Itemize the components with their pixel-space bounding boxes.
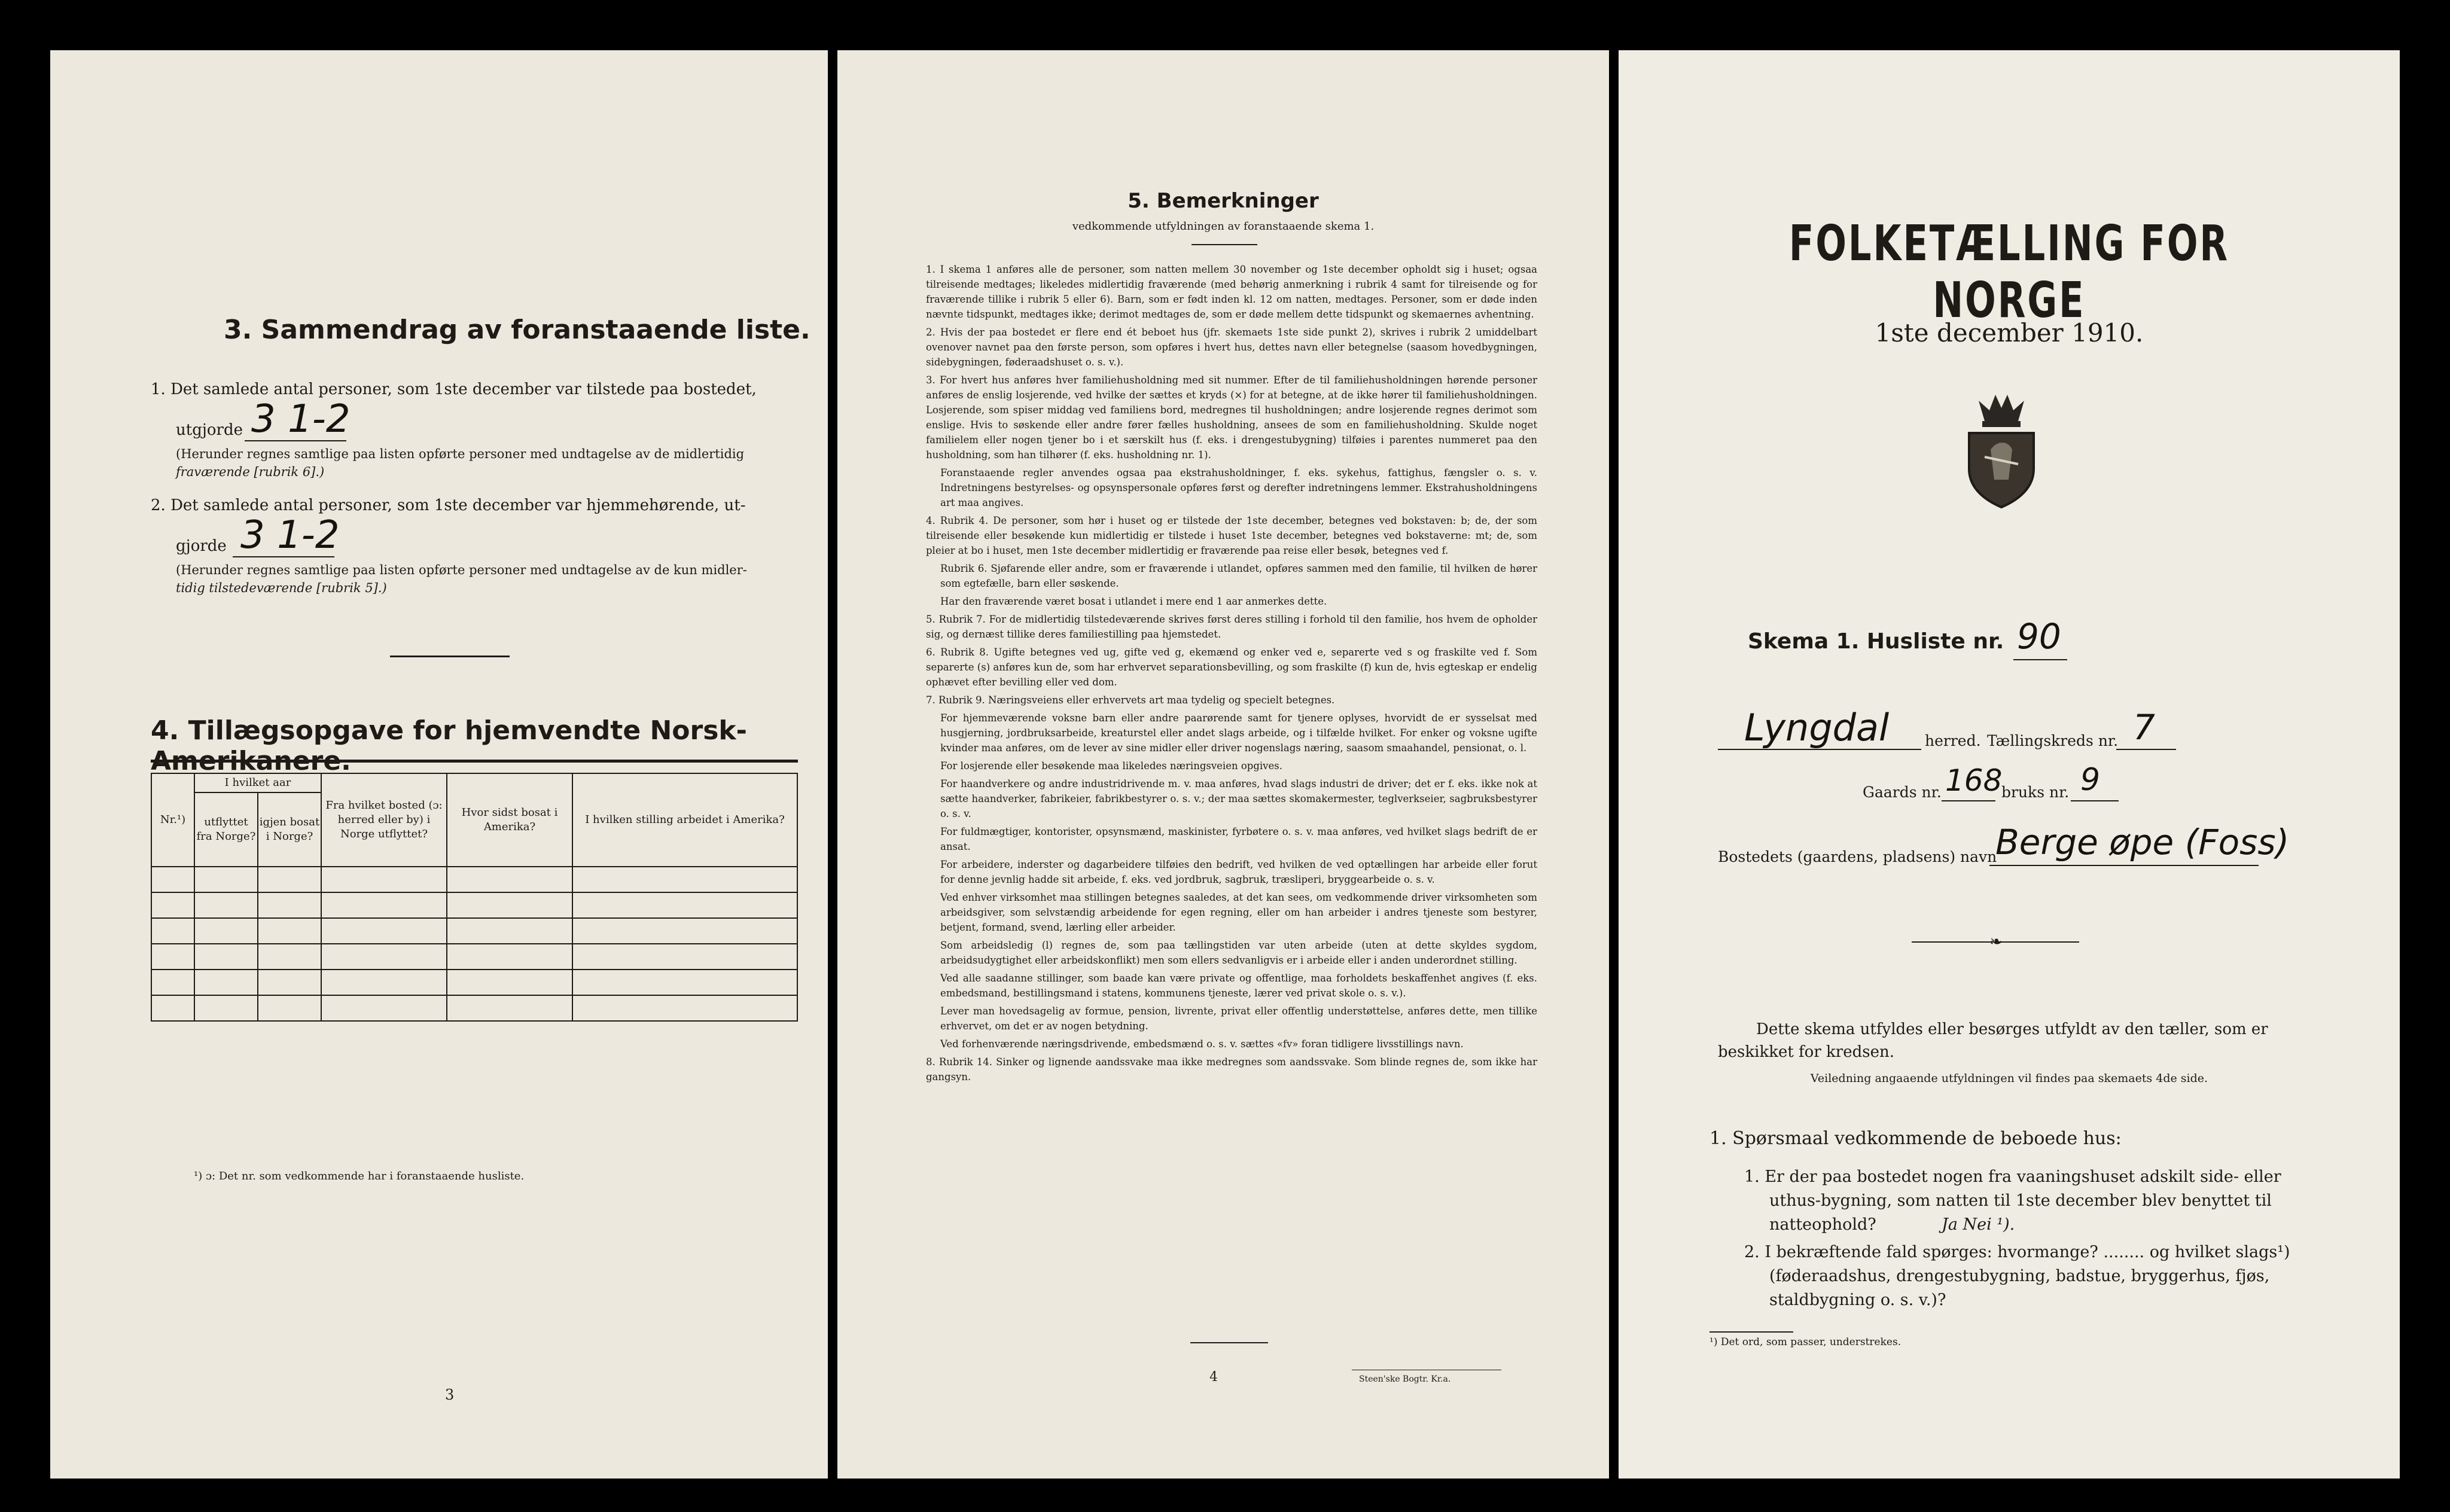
questions-heading: 1. Spørsmaal vedkommende de beboede hus: <box>1709 1128 2122 1149</box>
ornament-icon: ❧ <box>1989 933 2003 951</box>
col-emigrated: utflyttet fra Norge? <box>194 792 258 867</box>
remark-paragraph: For arbeidere, inderster og dagarbeidere tilføies den bedrift, ved hvilken de ved optællingen har arbeide eller forut for denne jevnlig hadde sit arbeide, f. eks. ved jordbruk, sagbruk, træsliperi, bryggearbeide o. s. v. <box>940 859 1537 885</box>
item1-note-line1: (Herunder regnes samtlige paa listen opførte personer med undtagelse av de midlertidig <box>176 447 745 461</box>
page-number: 4 <box>1209 1370 1218 1385</box>
kreds-label: Tællingskreds nr. <box>1987 732 2119 749</box>
table-row <box>151 970 797 995</box>
intro-text: Dette skema utfyldes eller besørges utfyldt av den tæller, som er beskikket for kredsen. <box>1718 1020 2268 1061</box>
remark-paragraph: Ved enhver virksomhet maa stillingen betegnes saaledes, at det kan sees, om vedkommende driver virksomheten som arbeidsgiver, som selvstændig arbeidende for egen regning, eller om han arbeider i andres tjeneste som bestyrer, betjent, formand, svend, lærling eller arbeider. <box>940 892 1537 933</box>
husliste-line <box>2013 659 2067 660</box>
remark-paragraph: 5. Rubrik 7. For de midlertidig tilstedeværende skrives først deres stilling i forhold til den familie, hos hvem de opholder sig, og dernæst tillike deres familiestilling paa hjemstedet. <box>926 614 1537 640</box>
col-last-lived: Hvor sidst bosat i Amerika? <box>447 773 572 867</box>
remarks-title: 5. Bemerkninger <box>1128 189 1319 213</box>
item1-text: 1. Det samlede antal personer, som 1ste december var tilstede paa bostedet, <box>151 380 757 398</box>
item1-prefix: utgjorde <box>176 421 243 439</box>
kreds-value: 7 <box>2133 707 2155 748</box>
item2-prefix: gjorde <box>176 537 227 555</box>
remark-paragraph: For losjerende eller besøkende maa likeledes næringsveien opgives. <box>940 760 1282 772</box>
remark-paragraph: 6. Rubrik 8. Ugifte betegnes ved ug, gifte ved g, ekemænd og enker ved e, separerte ved s og fraskilte ved f. Som separerte (s) anføres kun de, som har erhvervet separationsbevilling, og som fraskilte (f) kun de, hvis egteskap er endelig ophævet efter bevilling eller ved dom. <box>926 647 1537 688</box>
middle-page <box>837 50 1609 1479</box>
coat-of-arms-icon <box>1961 390 2042 510</box>
form-title: FOLKETÆLLING FOR NORGE <box>1788 215 2230 329</box>
footnote-rule <box>1709 1331 1793 1333</box>
section4-title: 4. Tillægsopgave for hjemvendte Norsk-Amerikanere. <box>151 715 747 776</box>
remark-paragraph: Rubrik 6. Sjøfarende eller andre, som er fraværende i utlandet, opføres sammen med den familie, til hvilken de hører som egtefælle, barn eller søskende. <box>940 563 1537 589</box>
question-1: 1. Er der paa bostedet nogen fra vaaningshuset adskilt side- eller uthus-bygning, som natten til 1ste december blev benyttet til natteophold? <box>1744 1167 2281 1234</box>
norsk-amerikanere-table <box>151 773 798 1022</box>
col-nr: Nr.¹) <box>151 773 194 867</box>
table-row <box>151 867 797 892</box>
table-row <box>151 995 797 1021</box>
remark-paragraph: Som arbeidsledig (l) regnes de, som paa tællingstiden var uten arbeide (uten at dette skyldes sygdom, arbeidsudygtighet eller arbeidskonflikt) men som ellers sedvanligvis er i arbeide eller i anden underordnet stilling. <box>940 940 1537 966</box>
remark-paragraph: 4. Rubrik 4. De personer, som hør i huset og er tilstede der 1ste december, betegnes ved bokstaven: b; de, der som tilreisende eller besøkende kun midlertidig er tilstede i huset 1ste december, betegnes ved bokstaverne: mt; de, som pleier at bo i huset, men 1ste december midlertidig er fraværende paa reise eller besøk, betegnes ved f. <box>926 515 1537 556</box>
gaards-line <box>1942 800 1995 801</box>
item2-text: 2. Det samlede antal personer, som 1ste december var hjemmehørende, ut- <box>151 496 746 514</box>
bosted-line <box>1989 865 2259 866</box>
remark-paragraph: Ved alle saadanne stillinger, som baade kan være private og offentlige, maa forholdets beskaffenhet angives (f. eks. embedsmand, bestillingsmand i statens, kommunens tjeneste, lærer ved privat skole o. s. v.). <box>940 973 1537 999</box>
form-date: 1ste december 1910. <box>1875 318 2144 347</box>
item2-note-line1: (Herunder regnes samtlige paa listen opførte personer med undtagelse av de kun midler- <box>176 563 747 577</box>
kreds-line <box>2116 749 2176 750</box>
husliste-number: 90 <box>2017 616 2061 657</box>
question-1-answer: Ja Nei ¹). <box>1942 1215 2015 1234</box>
cover-footnote: ¹) Det ord, som passer, understrekes. <box>1709 1336 1902 1348</box>
item1-handwritten-value: 3 1-2 <box>251 397 351 441</box>
remark-paragraph: Lever man hovedsagelig av formue, pension, livrente, privat eller offentlig understøttelse, anføres dette, men tillike erhvervet, om det er av nogen betydning. <box>940 1005 1537 1032</box>
bruks-value: 9 <box>2080 762 2101 798</box>
remark-paragraph: Foranstaaende regler anvendes ogsaa paa ekstrahusholdninger, f. eks. sykehus, fattighus, fængsler o. s. v. Indretningens bestyrelses- og opsynspersonale opføres først og derefter indretningens lemmer. Ekstrahusholdningens art maa angives. <box>940 467 1537 508</box>
col-position: I hvilken stilling arbeidet i Amerika? <box>572 773 797 867</box>
remark-paragraph: For hjemmeværende voksne barn eller andre paarørende samt for tjenere oplyses, hvorvidt de er sysselsat med husgjerning, jordbruksarbeide, kreaturstel eller andet slags arbeide, og i tilfælde hvilket. For enker og voksne ugifte kvinder maa anføres, om de lever av sine midler eller driver nogenslags næring, saasom smaahandel, pensionat, o. l. <box>940 712 1537 754</box>
herred-label: herred. <box>1925 732 1981 749</box>
separator-line <box>390 656 510 657</box>
section3-title: 3. Sammendrag av foranstaaende liste. <box>224 315 810 345</box>
remark-paragraph: 2. Hvis der paa bostedet er flere end ét beboet hus (jfr. skemaets 1ste side punkt 2), skrives i rubrik 2 umiddelbart ovenover navnet paa den første person, som opføres i hvert hus, dettes navn eller betegnelse (saasom hovedbygningen, sidebygningen, føderaadshuset o. s. v.). <box>926 327 1537 368</box>
gaards-label: Gaards nr. <box>1863 784 1942 801</box>
remarks-list <box>926 262 1537 1087</box>
title-rule <box>1192 244 1257 245</box>
bruks-line <box>2071 800 2119 801</box>
table-row <box>151 892 797 918</box>
col-returned: igjen bosat i Norge? <box>258 792 321 867</box>
item1-note-line2: fraværende [rubrik 6].) <box>176 465 325 479</box>
remark-paragraph: Ved forhenværende næringsdrivende, embedsmænd o. s. v. sættes «fv» foran tidligere livsstillings navn. <box>940 1038 1464 1050</box>
bosted-label: Bostedets (gaardens, pladsens) navn <box>1718 848 1997 865</box>
skema-label: Skema 1. Husliste nr. <box>1748 629 2004 654</box>
gaards-value: 168 <box>1945 763 2003 798</box>
herred-value: Lyngdal <box>1744 706 1890 749</box>
question-2: 2. I bekræftende fald spørges: hvormange? ........ og hvilket slags¹) (føderaadshus, drengestubygning, badstue, bryggerhus, fjøs, staldbygning o. s. v.)? <box>1744 1243 2290 1309</box>
table-top-rule <box>151 760 798 763</box>
cover-page <box>1619 50 2400 1479</box>
item2-note-line2: tidig tilstedeværende [rubrik 5].) <box>176 581 387 595</box>
end-rule <box>1190 1342 1268 1343</box>
table-row <box>151 918 797 944</box>
guidance-text: Veiledning angaaende utfyldningen vil findes paa skemaets 4de side. <box>1810 1072 2208 1085</box>
remark-paragraph: Har den fraværende været bosat i utlandet i mere end 1 aar anmerkes dette. <box>940 596 1327 607</box>
remarks-subtitle: vedkommende utfyldningen av foranstaaende skema 1. <box>1072 220 1375 233</box>
remark-paragraph: 3. For hvert hus anføres hver familiehusholdning med sit nummer. Efter de til familiehusholdningen hørende personer anføres de enslig losjerende, ved hvilke der sættes et kryds (×) for at betegne, at de ikke hører til familiehusholdningen. Losjerende, som spiser middag ved familiens bord, medregnes til husholdningen; andre losjerende regnes derimot som enslige. Hvis to søskende eller andre fører fælles husholdning, ansees de som en familiehusholdning. Skulde noget familielem eller nogen tjener bo i et særskilt hus (f. eks. i drengestubygning) tilføies i parentes nummeret paa den husholdning, som han tilhører (f. eks. husholdning nr. 1). <box>926 374 1537 461</box>
remark-paragraph: 7. Rubrik 9. Næringsveiens eller erhvervets art maa tydelig og specielt betegnes. <box>926 694 1335 706</box>
remark-paragraph: For haandverkere og andre industridrivende m. v. maa anføres, hvad slags industri de driver; det er f. eks. ikke nok at sætte haandverker, fabrikeier, fabrikbestyrer o. s. v.; der maa sættes skomakermester, teglverkseier, sagbruksbestyrer o. s. v. <box>940 778 1537 819</box>
table-footnote: ¹) ɔ: Det nr. som vedkommende har i foranstaaende husliste. <box>194 1170 525 1182</box>
remark-paragraph: For fuldmægtiger, kontorister, opsynsmænd, maskinister, fyrbøtere o. s. v. maa anføres, ved hvilket slags bedrift de er ansat. <box>940 826 1537 852</box>
left-page <box>50 50 828 1479</box>
page-number: 3 <box>445 1386 455 1403</box>
table-row <box>151 944 797 970</box>
col-from-where: Fra hvilket bosted (ɔ: herred eller by) i Norge utflyttet? <box>321 773 447 867</box>
remark-paragraph: 8. Rubrik 14. Sinker og lignende aandssvake maa ikke medregnes som aandssvake. Som blinde regnes de, som ikke har gangsyn. <box>926 1056 1537 1083</box>
printer-mark: Steen'ske Bogtr. Kr.a. <box>1359 1374 1451 1384</box>
bosted-value: Berge øpe (Foss) <box>1995 822 2290 862</box>
item2-handwritten-value: 3 1-2 <box>240 513 340 557</box>
remark-paragraph: 1. I skema 1 anføres alle de personer, som natten mellem 30 november og 1ste december opholdt sig i huset; ogsaa tilreisende medtages; likeledes midlertidig fraværende (med behørig anmerkning i rubrik 4 samt for tilreisende og for fraværende tillike i rubrik 5 eller 6). Barn, som er født inden kl. 12 om natten, medtages. Personer, som er døde inden nævnte tidspunkt, medtages ikke; derimot medtages de, som er døde mellem dette tidspunkt og skemaernes avhentning. <box>926 264 1537 320</box>
col-year-group: I hvilket aar <box>194 773 321 792</box>
bruks-label: bruks nr. <box>2001 784 2070 801</box>
